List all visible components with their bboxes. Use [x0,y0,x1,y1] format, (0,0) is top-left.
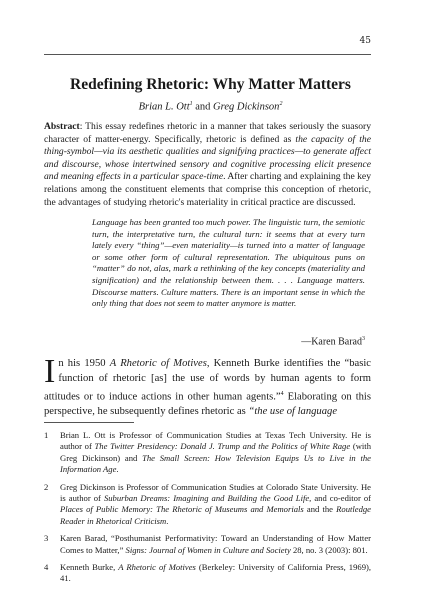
footnote-marker: 4 [280,390,284,397]
abstract-text: : This essay redefines rhetoric in a manner that takes seriously the suasory character of matter-energy. Specifically, rhetoric is defined as [44,121,371,145]
footnote-text [60,430,371,476]
author-line [0,101,421,113]
paper-title: Redefining Rhetoric: Why Matter Matters [70,76,351,93]
fn-segment: (with Greg Dickinson) and [60,441,371,463]
fn-title: Routledge Reader in Rhetorical Criticism [60,504,371,526]
footnote-marker: 3 [362,336,365,342]
footnote [44,430,371,476]
footnote-text [60,482,371,528]
author-name: Greg Dickinson [213,101,280,113]
author-name: Brian L. Ott [138,101,190,113]
fn-title: Signs: Journal of Women in Culture and Society [125,544,291,555]
fn-title: Places of Public Memory: The Rhetoric of Museums and Memorials [60,504,304,515]
fn-segment: 28, no. 3 (2003): 801. [290,544,368,555]
fn-segment: Karen Barad, “Posthumanist Performativity: Toward an Understanding of How Matter Comes to Matter,” [60,533,371,555]
footnote-rule [44,422,134,423]
body-text: , Kenneth Burke identifies the “basic function of rhetoric [as] the use of words by human agents to form attitudes or to induce actions in other human agents.” [44,358,371,403]
fn-title: A Rhetoric of Motives [118,562,196,573]
footnote-number: 3 [44,533,49,544]
fn-title: The Small Screen: How Television Equips Us to Live in the Information Age [60,452,371,475]
epigraph-attribution [301,336,365,347]
header-rule [44,54,371,55]
abstract [44,121,371,209]
fn-segment: (Berkeley: University of California Press, 1969), 41. [60,562,371,584]
footnote [44,482,371,528]
abstract-definition: the capacity of the thing-symbol—via its aesthetic qualities and signifying practices—to generate affect and discourse, whose intertwined sensory and cognitive processing elicit presence and meaning effects in a particular space-time [44,133,371,183]
body-text: Elaborating on this perspective, he subsequently defines rhetoric as [44,391,372,418]
footnotes [44,430,371,591]
footnote-number: 4 [44,562,49,573]
attribution-text: —Karen Barad [301,336,362,348]
footnote-marker: 2 [279,101,283,107]
footnote-text [60,562,371,585]
fn-segment: . [116,464,119,475]
footnote-number: 2 [44,481,49,492]
footnote-marker: 1 [189,101,193,107]
abstract-label: Abstract [44,121,80,132]
book-title: A Rhetoric of Motives [109,358,207,369]
footnote-text [60,533,371,556]
fn-segment: Kenneth Burke, [60,562,119,573]
fn-segment: Greg Dickinson is Professor of Communication Studies at Colorado State University. He is author of [60,481,371,504]
body-paragraph [44,353,372,420]
body-text: n his 1950 [58,358,110,369]
fn-title: Suburban Dreams: Imagining and Building the Good Life [103,493,310,504]
footnote [44,533,371,556]
author-joiner: and [192,101,214,113]
footnote [44,562,371,585]
page-number: 45 [359,36,371,46]
epigraph-quote: Language has been granted too much power. The linguistic turn, the semiotic turn, the interpretative turn, the cultural turn: it seems that at every turn lately every “thing”—even materiality—is turned into a matter of language or some other form of cultural representation. The ubiquitous puns on “matter” do not, alas, mark a rethinking of the key concepts (materiality and signification) and the relationship between them. . . . Language matters. Discourse matters. Culture matters. There is an important sense in which the only thing that does not seem to matter anymore is matter. [92,217,365,309]
body-italic: “the use of language [248,406,338,418]
fn-title: The Twitter Presidency: Donald J. Trump and the Politics of White Rage [94,441,351,452]
fn-segment: , and co-editor of [309,493,371,504]
fn-segment: Brian L. Ott is Professor of Communication Studies at Texas Tech University. He is author of [60,430,371,452]
fn-segment: . [166,515,169,526]
drop-cap: I [44,353,56,390]
fn-segment: and the [303,504,337,515]
abstract-text: . After charting and explaining the key relations among the constituent elements that comprise this conception of rhetoric, the advantages of studying rhetoric's materiality in critical practice are discussed. [44,171,371,208]
footnote-number: 1 [44,430,49,440]
